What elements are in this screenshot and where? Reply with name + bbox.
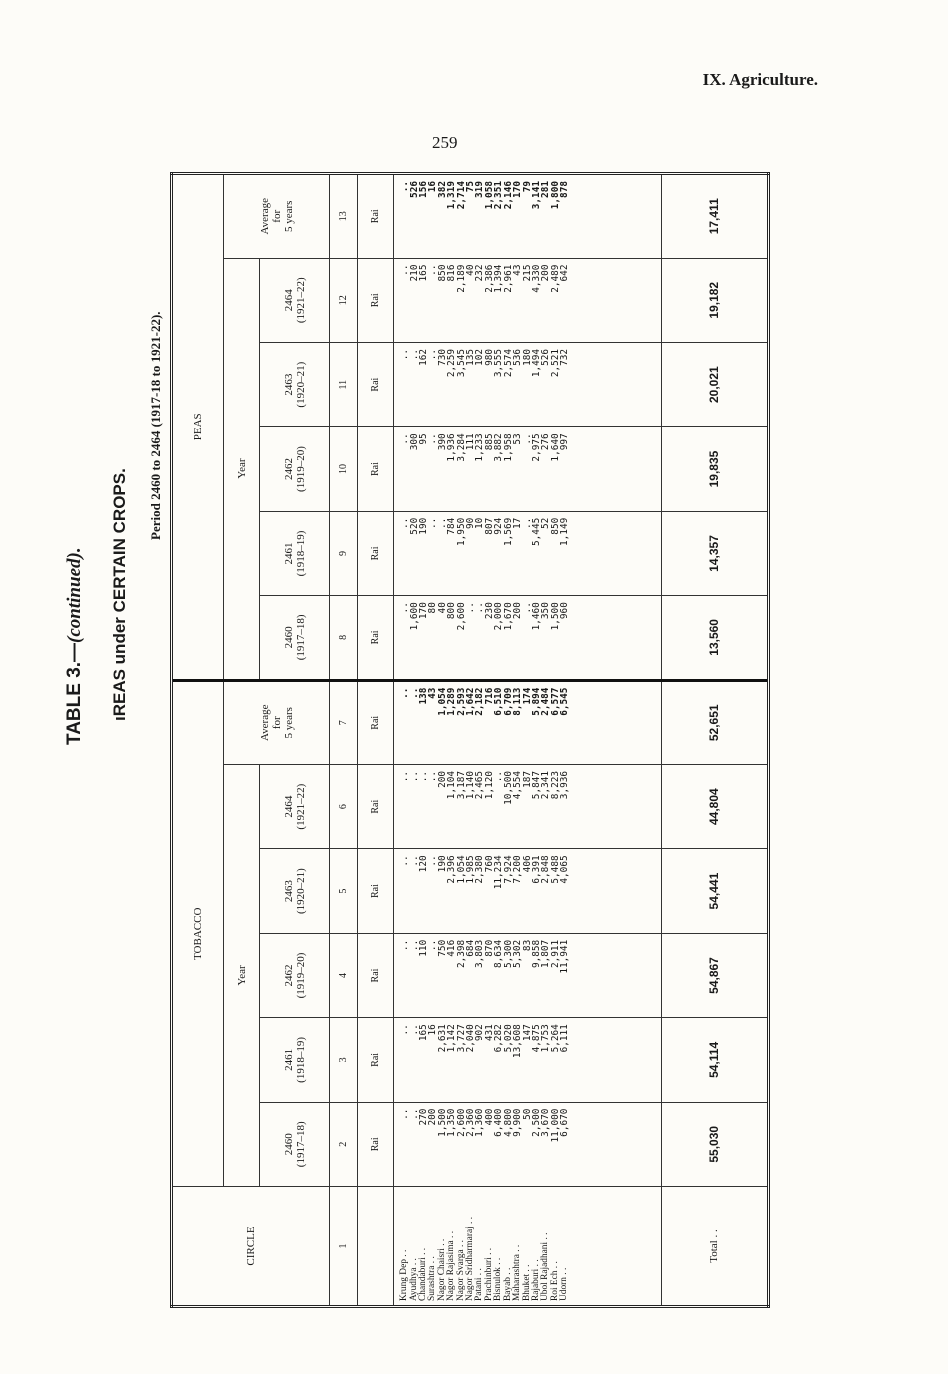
col-no: 8	[330, 596, 358, 680]
col-no: 7	[330, 680, 358, 764]
circle-header: CIRCLE	[172, 1187, 330, 1307]
peas-year-2464: 2464 (1921–22)	[260, 258, 330, 342]
peas-average-header: Average for 5 years	[224, 174, 330, 259]
unit-label: Rai	[358, 1018, 394, 1102]
peas-total-2464: 19,182	[661, 258, 768, 342]
data-row	[394, 174, 662, 1307]
col-no: 12	[330, 258, 358, 342]
tobacco-2461-values: .. .. 165 16 2,631 1,142 3,727 2,040 902 431 6,282 5,020 13,608 147 4,875 1,753 5,264 6,111	[394, 1018, 662, 1102]
peas-total-2463: 20,021	[661, 342, 768, 426]
peas-year-label: Year	[224, 258, 260, 680]
title-line-2: ıREAS under CERTAIN CROPS.	[110, 468, 129, 721]
unit-label: Rai	[358, 933, 394, 1017]
rotated-table-container	[170, 172, 770, 1308]
tobacco-total-2463: 54,441	[661, 849, 768, 933]
unit-label: Rai	[358, 764, 394, 848]
tobacco-2463-values: .. .. 120 .. 190 2,396 1,054 1,985 2,380 760 11,234 7,924 7,200 406 6,391 2,848 5,488 4,065	[394, 849, 662, 933]
col-no: 4	[330, 933, 358, 1017]
total-label: Total . .	[661, 1187, 768, 1307]
peas-2464-values: .. 210 165 .. 850 816 2,189 40 232 2,386 1,394 2,961 43 215 4,330 200 2,489 642	[394, 258, 662, 342]
unit-label: Rai	[358, 680, 394, 764]
tobacco-year-2460: 2460 (1917–18)	[260, 1102, 330, 1186]
peas-year-2463: 2463 (1920–21)	[260, 342, 330, 426]
crop-areas-table	[170, 172, 770, 1308]
col-no: 9	[330, 511, 358, 595]
unit-label: Rai	[358, 342, 394, 426]
col-no: 2	[330, 1102, 358, 1186]
unit-label: Rai	[358, 849, 394, 933]
peas-header: PEAS	[172, 174, 224, 681]
period-caption: Period 2460 to 2464 (1917-18 to 1921-22).	[148, 311, 163, 540]
peas-2460-values: .. 1,600 170 80 40 800 2,600 .. .. 230 2,000 1,670 200 .. 1,460 350 1,500 960	[394, 596, 662, 680]
unit-label: Rai	[358, 596, 394, 680]
peas-2461-values: .. 520 190 .. .. 784 1,950 90 10 807 924 1,569 17 .. 5,445 52 850 1,149	[394, 511, 662, 595]
column-number-row	[330, 174, 358, 1307]
peas-2462-values: .. 300 95 .. 390 1,936 3,284 111 1,233 885 3,882 1,958 53 .. 2,975 276 1,640 997	[394, 427, 662, 511]
title-line-1: TABLE 3.—(continued).	[64, 547, 85, 745]
col-no: 6	[330, 764, 358, 848]
col-no: 5	[330, 849, 358, 933]
section-header: IX. Agriculture.	[702, 70, 818, 89]
tobacco-average-header: Average for 5 years	[224, 680, 330, 764]
peas-2463-values: .. .. 162 .. 730 2,259 3,545 135 102 980 3,555 2,574 536 180 1,494 526 2,521 732	[394, 342, 662, 426]
col-no: 11	[330, 342, 358, 426]
peas-total-2460: 13,560	[661, 596, 768, 680]
tobacco-year-2462: 2462 (1919–20)	[260, 933, 330, 1017]
total-row	[661, 174, 768, 1307]
tobacco-total-2460: 55,030	[661, 1102, 768, 1186]
circle-names: Krung Dep . . Ayudhya . . Chandaburi . . Surashtra . . Nagor Chaisri . . Nagor Rajasima . . Nagor Svarga . . Nagor Sridharmaraj . . Patani . . Prachinburi . . Bisnulok . . Bayab . . Maharashtra . . Bhuket . . Rajaburi . . Ubol Rajadhani . . Roi Ech . . Udorn . .	[394, 1187, 662, 1307]
unit-label: Rai	[358, 511, 394, 595]
peas-average-values: .. 526 156 16 382 1,319 2,714 75 319 1,058 2,351 2,146 170 79 3,141 281 1,800 878	[394, 174, 662, 259]
page-number: 259	[432, 133, 458, 152]
peas-year-2462: 2462 (1919–20)	[260, 427, 330, 511]
col-no: 10	[330, 427, 358, 511]
tobacco-year-2464: 2464 (1921–22)	[260, 764, 330, 848]
peas-year-2460: 2460 (1917–18)	[260, 596, 330, 680]
tobacco-total-average: 52,651	[661, 680, 768, 764]
tobacco-2464-values: .. .. .. .. 200 1,104 3,187 1,140 2,465 1,120 .. 10,500 4,554 187 5,847 2,341 8,223 3,936	[394, 764, 662, 848]
unit-label: Rai	[358, 174, 394, 259]
unit-row	[358, 174, 394, 1307]
tobacco-total-2462: 54,867	[661, 933, 768, 1017]
tobacco-year-2463: 2463 (1920–21)	[260, 849, 330, 933]
peas-year-2461: 2461 (1918–19)	[260, 511, 330, 595]
tobacco-year-2461: 2461 (1918–19)	[260, 1018, 330, 1102]
unit-label: Rai	[358, 427, 394, 511]
peas-total-average: 17,411	[661, 174, 768, 259]
tobacco-total-2461: 54,114	[661, 1018, 768, 1102]
tobacco-average-values: .. .. 138 43 1,054 1,289 2,593 1,642 2,182 716 6,510 6,709 8,113 174 5,894 2,484 6,577 6,545	[394, 680, 662, 764]
tobacco-header: TOBACCO	[172, 680, 224, 1186]
unit-label: Rai	[358, 258, 394, 342]
unit-label: Rai	[358, 1102, 394, 1186]
col-no: 3	[330, 1018, 358, 1102]
col-no: 13	[330, 174, 358, 259]
unit-blank	[358, 1187, 394, 1307]
tobacco-year-label: Year	[224, 764, 260, 1186]
peas-total-2461: 14,357	[661, 511, 768, 595]
tobacco-2462-values: .. .. 110 .. 750 416 2,398 684 3,803 870 8,634 5,300 5,302 83 9,858 1,807 2,911 11,941	[394, 933, 662, 1017]
tobacco-2460-values: .. .. 270 200 1,500 1,350 2,600 2,360 1,360 400 6,400 4,800 9,900 50 2,500 3,670 11,000 6,670	[394, 1102, 662, 1186]
col-no: 1	[330, 1187, 358, 1307]
peas-total-2462: 19,835	[661, 427, 768, 511]
tobacco-total-2464: 44,804	[661, 764, 768, 848]
